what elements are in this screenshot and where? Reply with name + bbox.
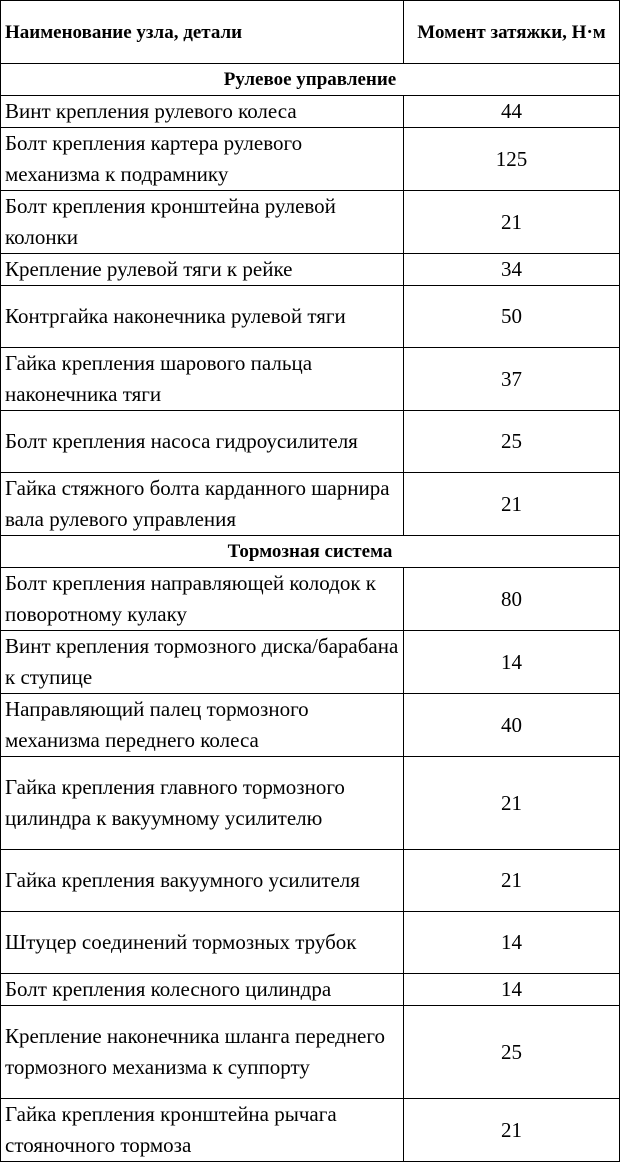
part-name-cell: Гайка стяжного болта карданного шарнира вала рулевого управления: [1, 473, 404, 536]
column-header-name: Наименование узла, детали: [1, 1, 404, 64]
part-name-cell: Штуцер соединений тормозных трубок: [1, 912, 404, 974]
table-row: [1, 757, 620, 850]
section-title: Рулевое управление: [1, 64, 620, 96]
torque-value-cell: 125: [404, 128, 620, 191]
section-row: [1, 64, 620, 96]
part-name-cell: Болт крепления колесного цилиндра: [1, 974, 404, 1006]
torque-value-cell: 21: [404, 757, 620, 850]
torque-value-cell: 14: [404, 631, 620, 694]
table-row: [1, 694, 620, 757]
table-row: [1, 631, 620, 694]
part-name-cell: Болт крепления кронштейна рулевой колонки: [1, 191, 404, 254]
table-row: [1, 1006, 620, 1099]
torque-value-cell: 25: [404, 411, 620, 473]
part-name-cell: Гайка крепления шарового пальца наконечника тяги: [1, 348, 404, 411]
table-row: [1, 286, 620, 348]
part-name-cell: Направляющий палец тормозного механизма переднего колеса: [1, 694, 404, 757]
torque-value-cell: 21: [404, 191, 620, 254]
table-row: [1, 568, 620, 631]
part-name-cell: Болт крепления насоса гидроусилителя: [1, 411, 404, 473]
part-name-cell: Винт крепления тормозного диска/барабана к ступице: [1, 631, 404, 694]
torque-value-cell: 44: [404, 96, 620, 128]
table-row: [1, 1099, 620, 1162]
part-name-cell: Болт крепления направляющей колодок к поворотному кулаку: [1, 568, 404, 631]
part-name-cell: Контргайка наконечника рулевой тяги: [1, 286, 404, 348]
table-row: [1, 850, 620, 912]
part-name-cell: Гайка крепления главного тормозного цилиндра к вакуумному усилителю: [1, 757, 404, 850]
table-row: [1, 348, 620, 411]
table-header-row: [1, 1, 620, 64]
torque-value-cell: 80: [404, 568, 620, 631]
part-name-cell: Болт крепления картера рулевого механизма к подрамнику: [1, 128, 404, 191]
part-name-cell: Гайка крепления вакуумного усилителя: [1, 850, 404, 912]
part-name-cell: Крепление рулевой тяги к рейке: [1, 254, 404, 286]
table-row: [1, 974, 620, 1006]
torque-value-cell: 21: [404, 850, 620, 912]
torque-value-cell: 25: [404, 1006, 620, 1099]
table-row: [1, 96, 620, 128]
table-row: [1, 912, 620, 974]
table-body: [1, 64, 620, 1162]
torque-value-cell: 21: [404, 1099, 620, 1162]
torque-value-cell: 21: [404, 473, 620, 536]
torque-value-cell: 50: [404, 286, 620, 348]
section-row: [1, 536, 620, 568]
part-name-cell: Винт крепления рулевого колеса: [1, 96, 404, 128]
table-row: [1, 254, 620, 286]
table-row: [1, 411, 620, 473]
section-title: Тормозная система: [1, 536, 620, 568]
torque-value-cell: 34: [404, 254, 620, 286]
part-name-cell: Крепление наконечника шланга переднего тормозного механизма к суппорту: [1, 1006, 404, 1099]
part-name-cell: Гайка крепления кронштейна рычага стояночного тормоза: [1, 1099, 404, 1162]
table-row: [1, 128, 620, 191]
torque-value-cell: 14: [404, 912, 620, 974]
table-row: [1, 191, 620, 254]
torque-value-cell: 14: [404, 974, 620, 1006]
torque-value-cell: 40: [404, 694, 620, 757]
table-row: [1, 473, 620, 536]
column-header-torque: Момент затяжки, Н·м: [404, 1, 620, 64]
torque-value-cell: 37: [404, 348, 620, 411]
